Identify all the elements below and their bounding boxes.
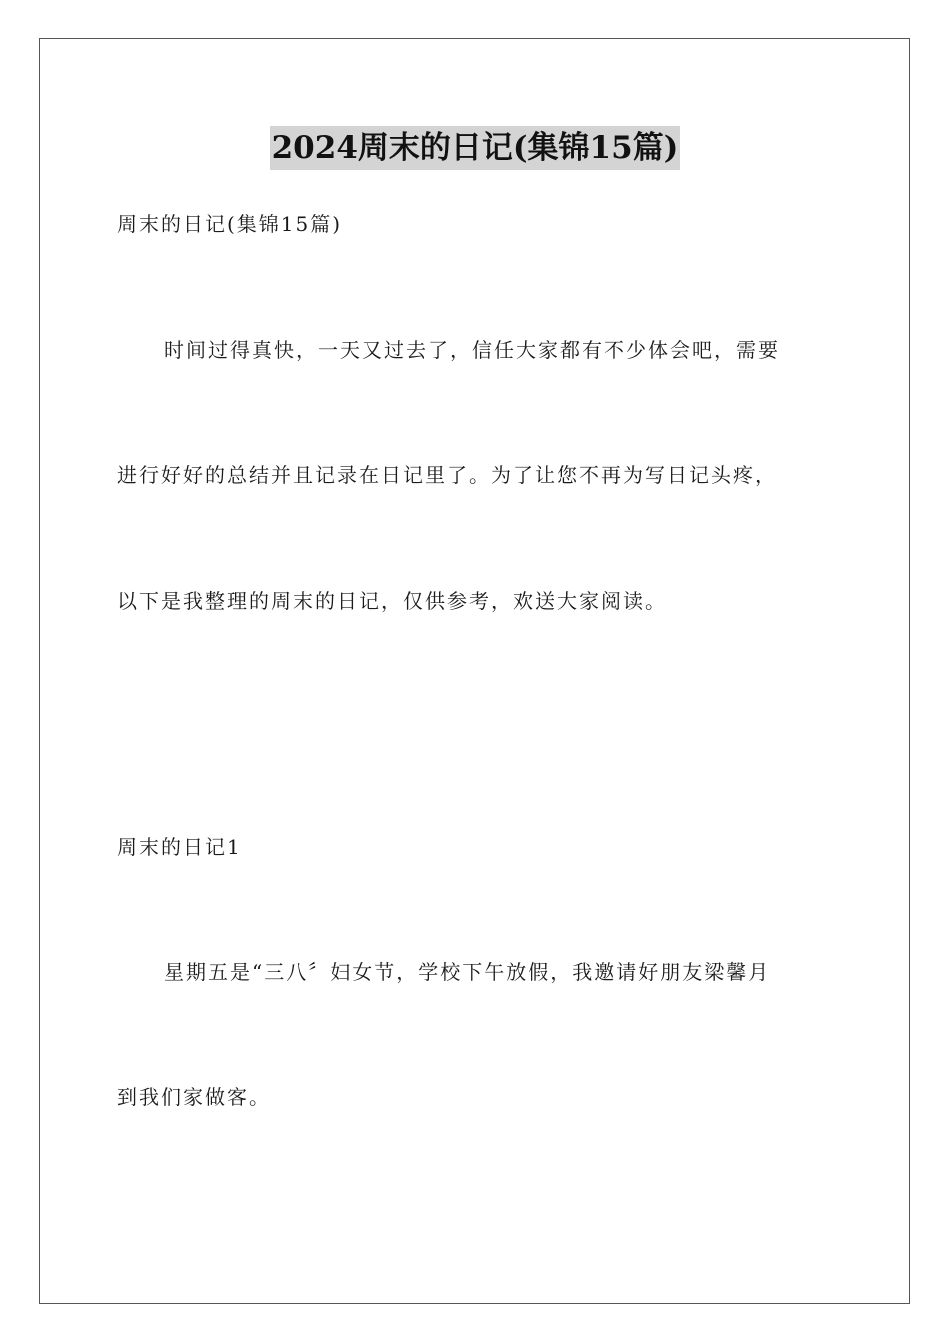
paragraph-line: 到我们家做客。 bbox=[117, 1085, 271, 1109]
title-container bbox=[0, 126, 950, 170]
paragraph-line: 进行好好的总结并且记录在日记里了。为了让您不再为写日记头疼， bbox=[117, 463, 777, 487]
section-heading: 周末的日记1 bbox=[117, 835, 242, 859]
paragraph-line: 星期五是“三八〞妇女节，学校下午放假，我邀请好朋友梁馨月 bbox=[164, 960, 771, 984]
document-subtitle: 周末的日记(集锦15篇) bbox=[117, 212, 343, 236]
document-title: 2024周末的日记(集锦15篇) bbox=[270, 126, 681, 170]
paragraph-line: 以下是我整理的周末的日记，仅供参考，欢送大家阅读。 bbox=[117, 589, 667, 613]
paragraph-line: 时间过得真快，一天又过去了，信任大家都有不少体会吧，需要 bbox=[164, 338, 780, 362]
